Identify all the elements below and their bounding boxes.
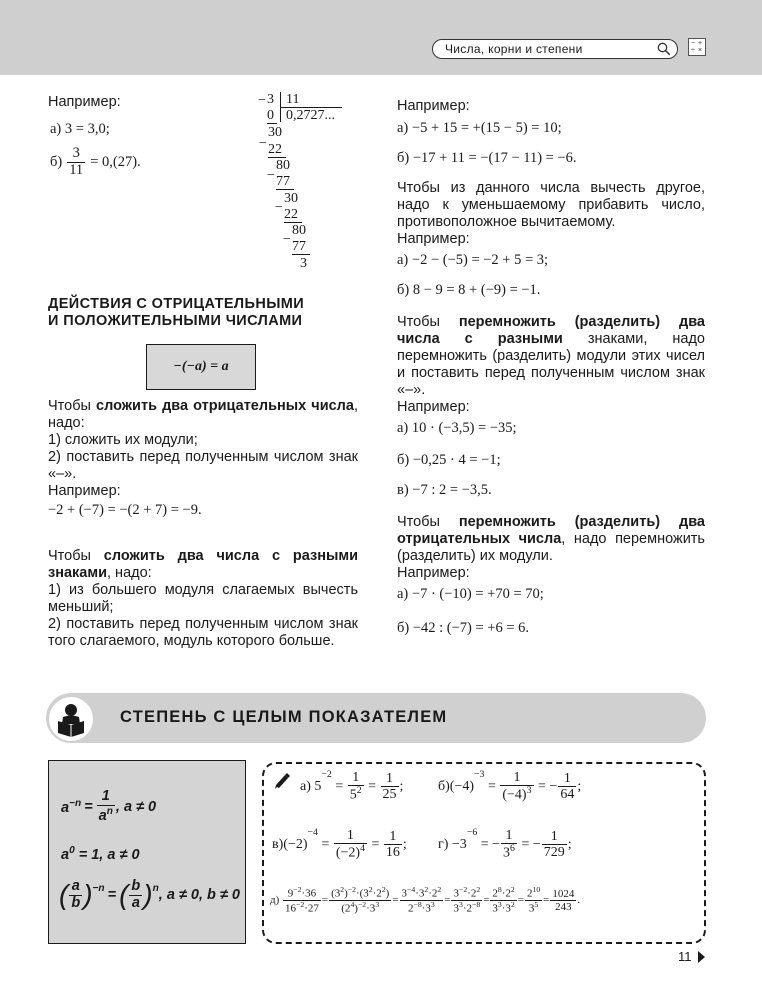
reader-icon bbox=[48, 696, 94, 742]
text: Чтобы bbox=[48, 398, 97, 414]
example-label: Например: bbox=[397, 565, 470, 581]
example-c: в) −7 : 2 = −3,5. bbox=[397, 482, 492, 498]
header-band bbox=[0, 0, 762, 75]
example-b-suffix: = 0,(27). bbox=[90, 153, 141, 170]
division-step: 80 bbox=[292, 223, 306, 238]
division-step: 77 bbox=[276, 174, 294, 190]
bold-text: сложить два числа с разными знаками bbox=[48, 548, 358, 581]
text: Чтобы bbox=[48, 548, 104, 564]
formula-zero-exponent: $a^0 = 1$, a ≠ 0 bbox=[61, 845, 140, 863]
example-power-c: в) (−2) $^{-4}$ = $\frac{1}{(-2)^4}$ = $\frac{1}{16}$ ; bbox=[272, 827, 407, 862]
example-a: а) 3 = 3,0; bbox=[50, 121, 110, 137]
section-heading bbox=[48, 296, 304, 330]
list-item: 2) поставить перед полученным числом знак «–». bbox=[48, 449, 358, 482]
paragraph-add-mixed bbox=[48, 548, 358, 650]
list-item: 1) из большего модуля слагаемых вычесть меньший; bbox=[48, 582, 358, 615]
paragraph-multiply-mixed bbox=[397, 314, 705, 416]
bold-text: перемножить (разделить) два отрицательных числа bbox=[397, 514, 705, 547]
example-label: Например: bbox=[48, 94, 121, 110]
page-number: 11 bbox=[678, 949, 692, 964]
example-b: б) −17 + 11 = −(17 − 11) = −6. bbox=[397, 150, 577, 166]
section-heading-line2: И ПОЛОЖИТЕЛЬНЫМИ ЧИСЛАМИ bbox=[48, 313, 303, 329]
example-label: г) bbox=[438, 837, 449, 853]
paragraph-multiply-negatives bbox=[397, 514, 705, 582]
example-label: д) bbox=[270, 894, 280, 907]
example-power-b: б) (−4) $^{-3}$ = $\frac{1}{(-4)^3}$ = − $\frac{1}{64}$ ; bbox=[438, 769, 582, 804]
example-label: Например: bbox=[48, 483, 121, 499]
rule-box bbox=[146, 344, 256, 390]
formula-box bbox=[48, 760, 246, 944]
example-label: б) bbox=[438, 779, 450, 795]
example-a: а) −5 + 15 = +(15 − 5) = 10; bbox=[397, 120, 562, 136]
paragraph-add-negatives bbox=[48, 398, 358, 500]
text: Чтобы bbox=[397, 314, 459, 330]
example-a: а) −7 · (−10) = +70 = 70; bbox=[397, 586, 544, 602]
long-division: − 3 11 0,2727... 0 30 − 22 80 − 77 30 − 22 80 − 77 3 bbox=[258, 92, 358, 272]
fraction bbox=[67, 146, 85, 179]
example-b bbox=[50, 146, 141, 179]
formula-condition: , a ≠ 0 bbox=[115, 798, 157, 815]
formula-condition: , a ≠ 0, b ≠ 0 bbox=[158, 887, 240, 904]
division-step: 22 bbox=[268, 142, 286, 158]
fraction-numerator: 3 bbox=[67, 146, 85, 163]
text: , надо: bbox=[48, 398, 358, 431]
example-power-e: д) $\frac{9^{-2}\cdot 36}{16^{-2}\cdot 27}$ = $\frac{(3^2)^{-2}\cdot(3^2\cdot 2^2)}{(2^4)^{-2}\cdot 3^3}$ = $\frac{3^{-4}\cdot 3^2\cdot 2^2}{2^{-8}\cdot 3^3}$ = $\frac{3^{-2}\cdot 2^2}{3^3\cdot 2^{-8}}$ = $\frac{2^8\cdot 2^2}{3^3\cdot 3^2}$ = $\frac{2^{10}}{3^5}$ = $\frac{1024}{243}$ . bbox=[270, 885, 581, 915]
example-b: б) −42 : (−7) = +6 = 6. bbox=[397, 620, 530, 636]
division-quotient: 0,2727... bbox=[286, 108, 335, 123]
example-label: Например: bbox=[397, 399, 470, 415]
division-divisor: 11 bbox=[286, 92, 300, 107]
chapter-title: Числа, корни и степени bbox=[445, 42, 583, 56]
chapter-search-box[interactable] bbox=[432, 39, 678, 59]
division-step: 22 bbox=[284, 207, 302, 223]
division-step: 3 bbox=[300, 256, 307, 271]
next-page-arrow-icon[interactable] bbox=[698, 951, 705, 963]
division-dividend: 3 bbox=[267, 92, 274, 107]
division-step: 30 bbox=[284, 191, 298, 206]
rule-formula: −(−a) = a bbox=[173, 359, 229, 374]
text: Чтобы bbox=[397, 514, 459, 530]
example-b-prefix: б) bbox=[50, 153, 63, 170]
text: , надо: bbox=[107, 565, 152, 581]
section-title: СТЕПЕНЬ С ЦЕЛЫМ ПОКАЗАТЕЛЕМ bbox=[120, 708, 448, 726]
bold-text: сложить два отрицательных числа bbox=[96, 398, 354, 414]
list-item: 2) поставить перед полученным числом знак того слагаемого, модуль которого больше. bbox=[48, 616, 358, 649]
formula-fraction-power: ( $\frac{a}{b}$ ) $^{-n}$ = ( $\frac{b}{a}$ ) $^n$ , a ≠ 0, b ≠ 0 bbox=[59, 878, 240, 911]
example-power-d: г) −3 $^{-6}$ = − $\frac{1}{3^6}$ = − $\frac{1}{729}$ ; bbox=[438, 827, 572, 862]
fraction-denominator: 11 bbox=[69, 161, 84, 178]
example-power-a: а) 5 $^{-2}$ = $\frac{1}{5^2}$ = $\frac{1}{25}$ ; bbox=[300, 769, 404, 804]
pencil-icon bbox=[274, 772, 290, 794]
example-label: а) bbox=[300, 779, 311, 795]
section-heading-line1: ДЕЙСТВИЯ С ОТРИЦАТЕЛЬНЫМИ bbox=[48, 296, 305, 312]
list-item: 1) сложить их модули; bbox=[48, 432, 198, 448]
example-b: б) −0,25 · 4 = −1; bbox=[397, 452, 501, 468]
example-b: б) 8 − 9 = 8 + (−9) = −1. bbox=[397, 282, 541, 298]
division-step: 77 bbox=[292, 239, 310, 255]
division-step: 30 bbox=[268, 125, 282, 140]
example-label: Например: bbox=[397, 231, 470, 247]
text: знаками, надо перемножить (разделить) модули этих чисел и поставить перед полученным числом знак «–». bbox=[397, 331, 705, 398]
example-add-negatives: −2 + (−7) = −(2 + 7) = −9. bbox=[48, 502, 202, 518]
division-step: 80 bbox=[276, 158, 290, 173]
example-a: а) −2 − (−5) = −2 + 5 = 3; bbox=[397, 252, 549, 268]
example-label: Например: bbox=[397, 98, 470, 114]
search-icon bbox=[657, 42, 671, 61]
text: Чтобы из данного числа вычесть другое, надо к уменьшаемому прибавить число, противоположное вычитаемому. bbox=[397, 180, 705, 230]
bold-text: перемножить (разделить) два числа с разными bbox=[397, 314, 705, 347]
text: , надо перемножить (разделить) их модули. bbox=[397, 531, 705, 564]
calculator-icon: − + ÷ × bbox=[688, 38, 706, 56]
formula-negative-exponent: $a^{-n}$ = $\frac{1}{a^n}$ , a ≠ 0 bbox=[61, 788, 157, 824]
example-label: в) bbox=[272, 837, 284, 853]
paragraph-subtract bbox=[397, 180, 705, 248]
example-a: а) 10 · (−3,5) = −35; bbox=[397, 420, 517, 436]
division-step: 0 bbox=[267, 108, 277, 124]
